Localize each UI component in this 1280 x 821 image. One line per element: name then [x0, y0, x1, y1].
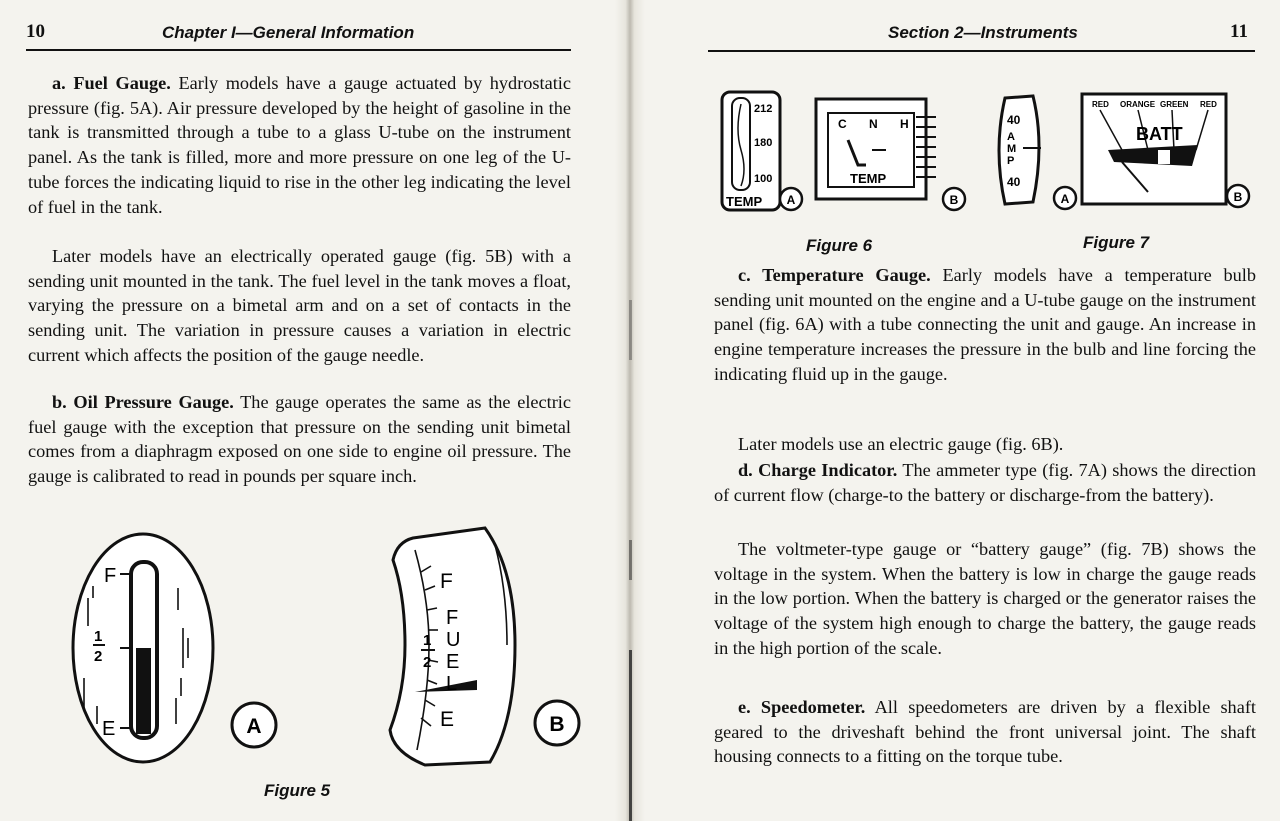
svg-text:N: N: [869, 117, 878, 131]
svg-text:40: 40: [1007, 175, 1021, 189]
gauge-b-empty-mark: E: [440, 708, 455, 731]
header-rule: [26, 49, 571, 51]
gauge-half-den: 2: [94, 648, 103, 665]
figure-7-caption: Figure 7: [1083, 233, 1150, 252]
gauge-half-num: 1: [94, 628, 103, 645]
svg-text:H: H: [900, 117, 909, 131]
figure-5-caption: Figure 5: [264, 781, 331, 800]
header-rule: [708, 50, 1255, 52]
fuel-gauge-heading: a. Fuel Gauge.: [52, 73, 171, 93]
charge-indicator-paragraph: d. Charge Indicator. The ammeter type (fig. 7A) shows the direction of current flow (charge-to the battery or discharge-from the battery).: [714, 460, 1256, 505]
oil-gauge-paragraph: b. Oil Pressure Gauge. The gauge operates the same as the electric fuel gauge with the exception that pressure on the sending unit bimetal comes from a diaphragm exposed on one side to engine oil pressure. The gauge is calibrated to read in pounds per square inch.: [28, 392, 571, 487]
charge-indicator-heading: d. Charge Indicator.: [738, 460, 898, 480]
svg-text:RED: RED: [1092, 100, 1109, 109]
gauge-empty-mark: E: [102, 718, 116, 740]
left-page: [0, 0, 620, 821]
svg-text:P: P: [1007, 155, 1015, 167]
figure-5a-label: A: [246, 715, 262, 738]
svg-text:A: A: [1060, 192, 1070, 206]
svg-text:212: 212: [754, 103, 773, 115]
svg-text:GREEN: GREEN: [1160, 100, 1189, 109]
temp-gauge-paragraph: c. Temperature Gauge. Early models have a temperature bulb sending unit mounted on the engine and a U-tube gauge on the instrument panel (fig. 6A) with a tube connecting the unit and gauge. An increase in engine temperature increases the pressure in the bulb and line forcing the indicating fluid up in the gauge.: [714, 265, 1256, 384]
temp-gauge-heading: c. Temperature Gauge.: [738, 265, 931, 285]
svg-text:A: A: [786, 193, 796, 207]
svg-text:M: M: [1007, 143, 1017, 155]
svg-text:100: 100: [754, 173, 773, 185]
svg-text:40: 40: [1007, 113, 1021, 127]
svg-text:TEMP: TEMP: [850, 171, 887, 186]
svg-text:ORANGE: ORANGE: [1120, 100, 1156, 109]
page-number: 10: [26, 21, 45, 42]
fuel-gauge-paragraph: a. Fuel Gauge. Early models have a gauge actuated by hydrostatic pressure (fig. 5A). Air pressure developed by the height of gasoline in the tank is transmitted through a tube to a glass U-tube on the instrument panel. As the tank is filled, more and more pressure on one leg of the U-tube forces the indicating liquid to rise in the other leg indicating the level of fuel in the tank.: [28, 73, 571, 217]
right-page: [640, 0, 1280, 821]
speedometer-paragraph: e. Speedometer. All speedometers are driven by a flexible shaft geared to the driveshaft behind the front universal joint. The shaft housing connects to a fitting on the torque tube.: [714, 697, 1256, 767]
svg-text:B: B: [1233, 190, 1243, 204]
page-number: 11: [1230, 21, 1248, 42]
temp-label: TEMP: [726, 194, 763, 209]
fuel-gauge-later-paragraph: Later models have an electrically operated gauge (fig. 5B) with a sending unit mounted in the tank. The fuel level in the tank moves a float, varying the pressure on a bimetal arm and on a set of contacts in the sending unit. The variation in pressure causes a variation in electric current which affects the position of the gauge needle.: [28, 246, 571, 365]
gauge-word-f: F: [446, 607, 459, 629]
running-header: Chapter I—General Information: [162, 23, 415, 42]
temp-gauge-later-paragraph: Later models use an electric gauge (fig. 6B).: [738, 434, 1064, 454]
gauge-word-l: L: [446, 673, 458, 695]
svg-text:BATT: BATT: [1136, 124, 1183, 144]
svg-text:180: 180: [754, 137, 773, 149]
gauge-full-mark: F: [104, 565, 117, 587]
figure-6-caption: Figure 6: [806, 236, 873, 255]
figure-5b-label: B: [549, 713, 565, 736]
figure-6b-electric-temp-gauge: [812, 95, 972, 215]
figure-7b-battery-gauge: [1078, 90, 1253, 215]
figure-5b-electric-fuel-gauge: [385, 520, 590, 775]
gauge-word-u: U: [446, 629, 461, 651]
figure-6a-u-tube-temp-gauge: [720, 90, 805, 215]
gauge-b-half-den: 2: [423, 654, 432, 671]
oil-gauge-heading: b. Oil Pressure Gauge.: [52, 392, 234, 412]
svg-text:A: A: [1007, 131, 1015, 143]
running-header: Section 2—Instruments: [888, 23, 1078, 42]
speedometer-heading: e. Speedometer.: [738, 697, 866, 717]
voltmeter-paragraph: The voltmeter-type gauge or “battery gauge” (fig. 7B) shows the voltage in the system. When the battery is low in charge the gauge reads in the low portion. When the battery is charged or the generator raises the voltage of the system high enough to charge the battery, the gauge reads in the high portion of the scale.: [714, 539, 1256, 658]
svg-text:RED: RED: [1200, 100, 1217, 109]
svg-text:C: C: [838, 117, 847, 131]
gauge-b-half-num: 1: [423, 632, 432, 649]
gauge-word-e: E: [446, 651, 460, 673]
figure-5a-hydrostatic-gauge: [60, 528, 290, 778]
figure-7a-ammeter: [985, 90, 1080, 215]
gauge-b-full-mark: F: [440, 570, 453, 593]
svg-text:B: B: [949, 193, 959, 207]
